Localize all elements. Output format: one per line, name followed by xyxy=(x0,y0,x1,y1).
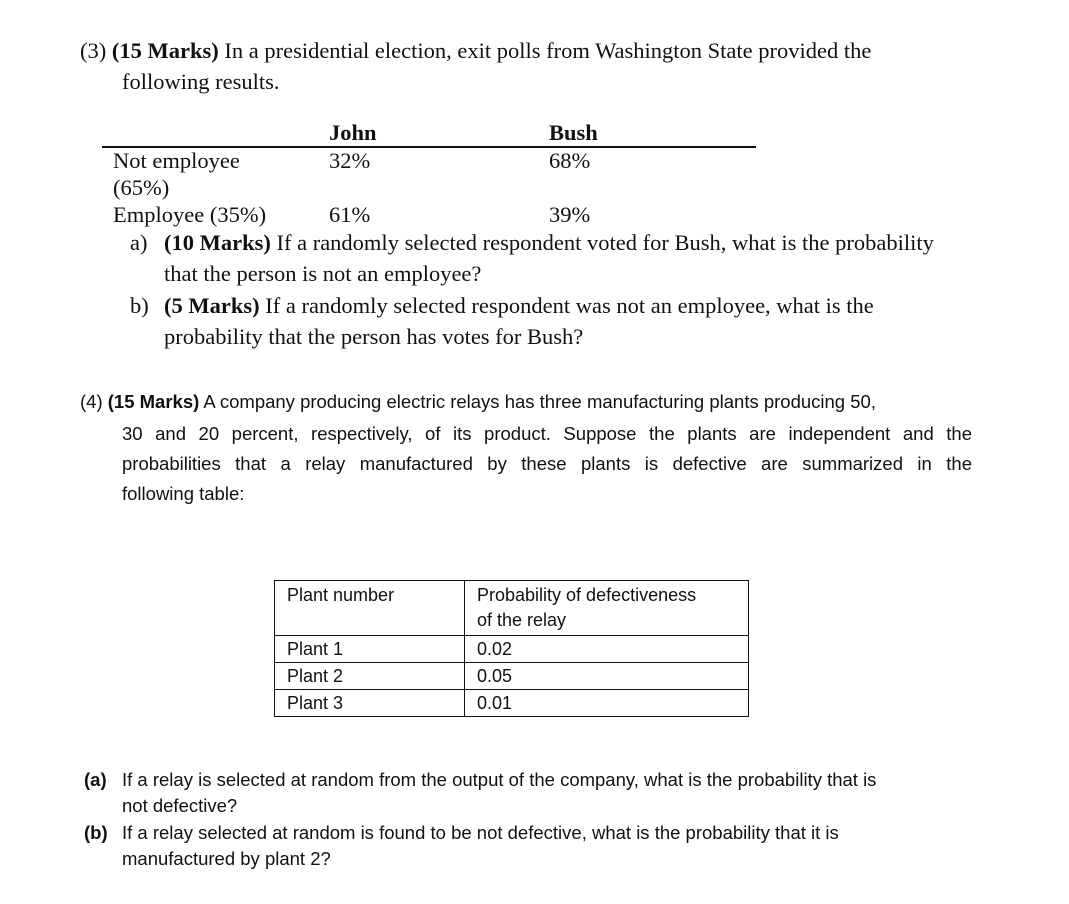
poll-row-label-cont: (65%) xyxy=(113,175,170,200)
q3b-text xyxy=(164,293,874,319)
q4a-line1: If a relay is selected at random from the output of the company, what is the probability that is xyxy=(122,769,877,790)
q4-line1: A company producing electric relays has three manufacturing plants producing 50, xyxy=(203,391,876,412)
q3b-marker: b) xyxy=(130,293,149,318)
poll-row-label: Employee (35%) xyxy=(113,202,267,227)
plant-cell: Plant 1 xyxy=(275,636,465,663)
q3b-line2: probability that the person has votes for Bush? xyxy=(164,324,584,349)
q3a-line1: If a randomly selected respondent voted for Bush, what is the probability xyxy=(276,230,934,255)
poll-cell-bush: 39% xyxy=(549,202,591,227)
plant-cell: Plant 2 xyxy=(275,663,465,690)
q4-line4: following table: xyxy=(122,483,245,504)
table-row xyxy=(275,636,749,663)
q3-heading xyxy=(80,38,871,64)
q3-number: (3) xyxy=(80,38,107,63)
q3a-line2: that the person is not an employee? xyxy=(164,261,482,286)
table-row xyxy=(275,690,749,717)
table-row xyxy=(275,663,749,690)
q4b-line2: manufactured by plant 2? xyxy=(122,848,331,869)
q3-marks: (15 Marks) xyxy=(111,38,219,63)
q3a-marker: a) xyxy=(130,230,148,255)
header-plant-number: Plant number xyxy=(275,581,465,636)
q4-number: (4) xyxy=(80,391,103,412)
q3b-line1: If a randomly selected respondent was not an employee, what is the xyxy=(265,293,874,318)
q4a-line2: not defective? xyxy=(122,795,238,816)
q3b-marks: (5 Marks) xyxy=(164,293,260,318)
poll-cell-john: 32% xyxy=(329,148,371,173)
q3-intro-line1: In a presidential election, exit polls from Washington State provided the xyxy=(224,38,872,63)
poll-row-label: Not employee xyxy=(113,148,240,173)
plant-defect-table xyxy=(274,580,749,717)
q4-marks: (15 Marks) xyxy=(107,391,200,412)
header-probability-line2: of the relay xyxy=(477,610,567,630)
probability-cell: 0.01 xyxy=(465,690,749,717)
q3a-marks: (10 Marks) xyxy=(164,230,271,255)
poll-cell-john: 61% xyxy=(329,202,371,227)
probability-cell: 0.02 xyxy=(465,636,749,663)
header-probability xyxy=(465,581,749,636)
q4b-marker: (b) xyxy=(84,822,108,843)
table-header-row xyxy=(275,581,749,636)
plant-cell: Plant 3 xyxy=(275,690,465,717)
q4b-line1: If a relay selected at random is found to be not defective, what is the probability that it is xyxy=(122,822,839,843)
q4a-marker: (a) xyxy=(84,769,107,790)
poll-column-john: John xyxy=(329,120,377,145)
q4-line2: 30 and 20 percent, respectively, of its product. Suppose the plants are independent and the xyxy=(122,423,972,444)
poll-cell-bush: 68% xyxy=(549,148,591,173)
q4-heading xyxy=(80,391,876,413)
poll-column-bush: Bush xyxy=(549,120,598,145)
header-probability-line1: Probability of defectiveness xyxy=(477,585,697,605)
q3-intro-line2: following results. xyxy=(122,69,280,94)
q4-line3: probabilities that a relay manufactured by these plants is defective are summarized in the xyxy=(122,453,972,474)
q3a-text xyxy=(164,230,934,256)
probability-cell: 0.05 xyxy=(465,663,749,690)
